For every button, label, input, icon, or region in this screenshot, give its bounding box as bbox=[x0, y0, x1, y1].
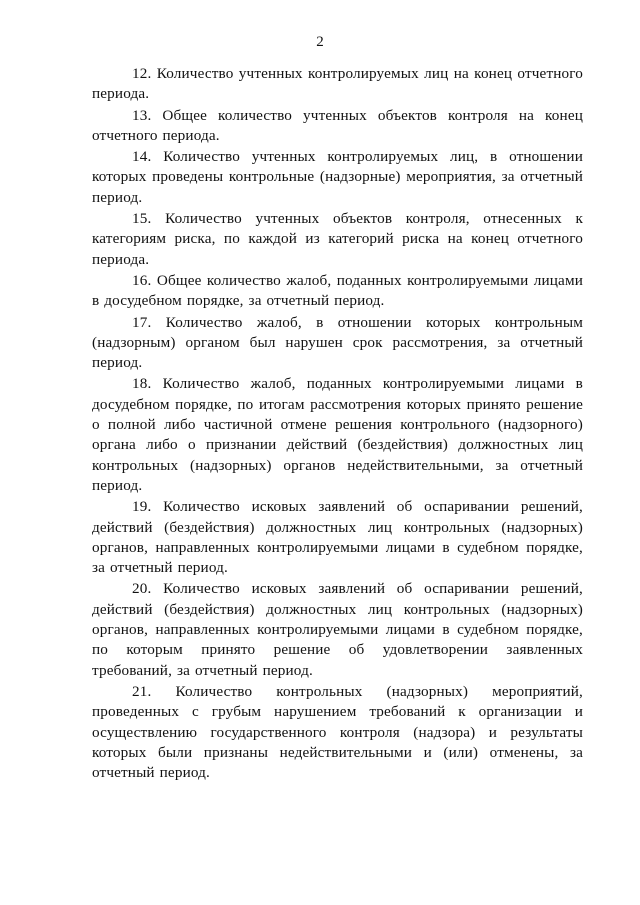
paragraph-18: 18. Количество жалоб, поданных контролируемыми лицами в досудебном порядке, по итогам рассмотрения которых принято решение о полной либо частичной отмене решения контрольного (надзорного) органа либо о признании действий (бездействия) должностных лиц контрольных (надзорных) органов недействительными, за отчетный период. bbox=[92, 375, 583, 494]
paragraph-21: 21. Количество контрольных (надзорных) мероприятий, проведенных с грубым нарушением требований к организации и осуществлению государственного контроля (надзора) и результаты которых были признаны недействительными и (или) отменены, за отчетный период. bbox=[92, 682, 583, 782]
paragraph-19: 19. Количество исковых заявлений об оспаривании решений, действий (бездействия) должностных лиц контрольных (надзорных) органов, направленных контролируемыми лицами в судебном порядке, за отчетный период. bbox=[92, 498, 583, 577]
document-body bbox=[92, 64, 583, 783]
paragraph-16: 16. Общее количество жалоб, поданных контролируемыми лицами в досудебном порядке, за отчетный период. bbox=[92, 271, 583, 310]
page-number: 2 bbox=[316, 34, 324, 50]
paragraph-17: 17. Количество жалоб, в отношении которых контрольным (надзорным) органом был нарушен срок рассмотрения, за отчетный период. bbox=[92, 313, 583, 372]
paragraph-14: 14. Количество учтенных контролируемых лиц, в отношении которых проведены контрольные (надзорные) мероприятия, за отчетный период. bbox=[92, 148, 583, 206]
paragraph-12: 12. Количество учтенных контролируемых лиц на конец отчетного периода. bbox=[92, 65, 583, 103]
paragraph-15: 15. Количество учтенных объектов контроля, отнесенных к категориям риска, по каждой из категорий риска на конец отчетного периода. bbox=[92, 210, 583, 268]
paragraph-20: 20. Количество исковых заявлений об оспаривании решений, действий (бездействия) должностных лиц контрольных (надзорных) органов, направленных контролируемыми лицами в судебном порядке, по которым принято решение об удовлетворении заявленных требований, за отчетный период. bbox=[92, 580, 583, 679]
paragraph-13: 13. Общее количество учтенных объектов контроля на конец отчетного периода. bbox=[92, 106, 583, 144]
